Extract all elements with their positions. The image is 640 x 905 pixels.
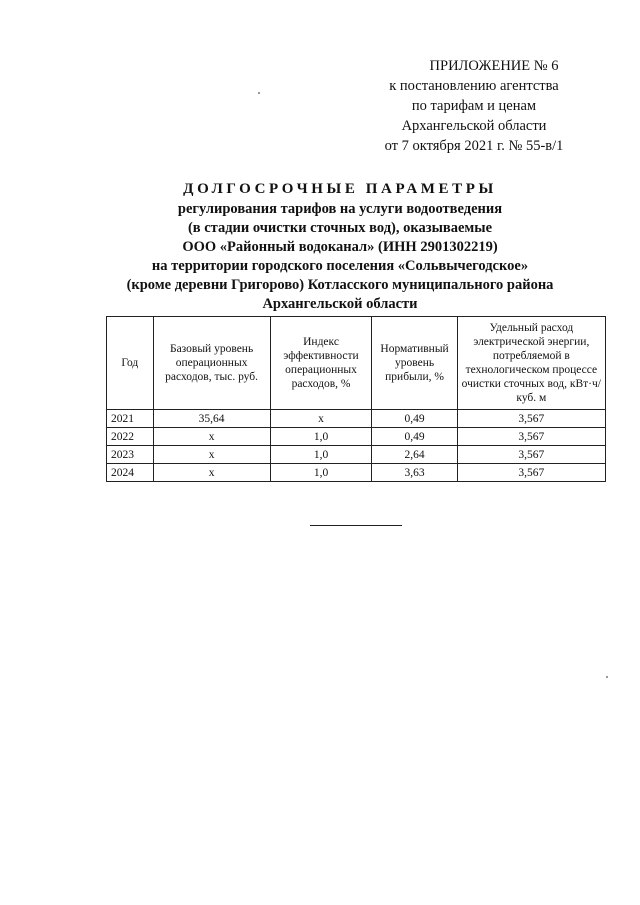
header-base-expenses: Базовый уровень операционных расходов, тыс. руб.: [153, 317, 270, 410]
table-header-row: [107, 317, 606, 410]
cell-energy-consumption: 3,567: [457, 428, 605, 446]
cell-year: 2022: [107, 428, 154, 446]
appendix-date: от 7 октября 2021 г. № 55-в/1: [384, 138, 564, 154]
cell-profit-level: 3,63: [372, 464, 457, 482]
document-title: [60, 180, 620, 314]
cell-efficiency-index: 1,0: [270, 446, 372, 464]
cell-profit-level: 2,64: [372, 446, 457, 464]
cell-base-expenses: х: [153, 464, 270, 482]
cell-efficiency-index: х: [270, 410, 372, 428]
parameters-table: [106, 316, 606, 482]
cell-year: 2021: [107, 410, 154, 428]
header-efficiency-index: Индекс эффективности операционных расходов, %: [270, 317, 372, 410]
cell-base-expenses: 35,64: [153, 410, 270, 428]
cell-profit-level: 0,49: [372, 410, 457, 428]
table-row: [107, 410, 606, 428]
table-row: [107, 464, 606, 482]
header-year: Год: [107, 317, 154, 410]
cell-base-expenses: х: [153, 446, 270, 464]
title-line: ООО «Районный водоканал» (ИНН 2901302219): [182, 239, 498, 255]
title-line: (в стадии очистки сточных вод), оказываемые: [187, 220, 493, 236]
cell-base-expenses: х: [153, 428, 270, 446]
table-row: [107, 446, 606, 464]
cell-energy-consumption: 3,567: [457, 410, 605, 428]
title-line: Архангельской области: [262, 296, 418, 312]
appendix-line: по тарифам и ценам: [411, 98, 537, 114]
title-line: на территории городского поселения «Сольвычегодское»: [151, 258, 529, 274]
scan-speck: [606, 676, 608, 678]
title-line: регулирования тарифов на услуги водоотведения: [177, 201, 503, 217]
appendix-line: к постановлению агентства: [389, 78, 559, 94]
title-heading: ДОЛГОСРОЧНЫЕ ПАРАМЕТРЫ: [183, 181, 497, 197]
header-energy-consumption: Удельный расход электрической энергии, потребляемой в технологическом процессе очистки сточных вод, кВт·ч/куб. м: [457, 317, 605, 410]
appendix-line: Архангельской области: [401, 118, 547, 134]
header-profit-level: Нормативный уровень прибыли, %: [372, 317, 457, 410]
title-line: (кроме деревни Григорово) Котласского муниципального района: [126, 277, 554, 293]
appendix-number: ПРИЛОЖЕНИЕ № 6: [429, 58, 559, 74]
cell-year: 2024: [107, 464, 154, 482]
cell-energy-consumption: 3,567: [457, 446, 605, 464]
scan-speck: [258, 92, 260, 94]
cell-efficiency-index: 1,0: [270, 428, 372, 446]
cell-profit-level: 0,49: [372, 428, 457, 446]
cell-efficiency-index: 1,0: [270, 464, 372, 482]
cell-energy-consumption: 3,567: [457, 464, 605, 482]
table-row: [107, 428, 606, 446]
end-divider: [310, 525, 402, 526]
appendix-block: [344, 56, 604, 156]
cell-year: 2023: [107, 446, 154, 464]
